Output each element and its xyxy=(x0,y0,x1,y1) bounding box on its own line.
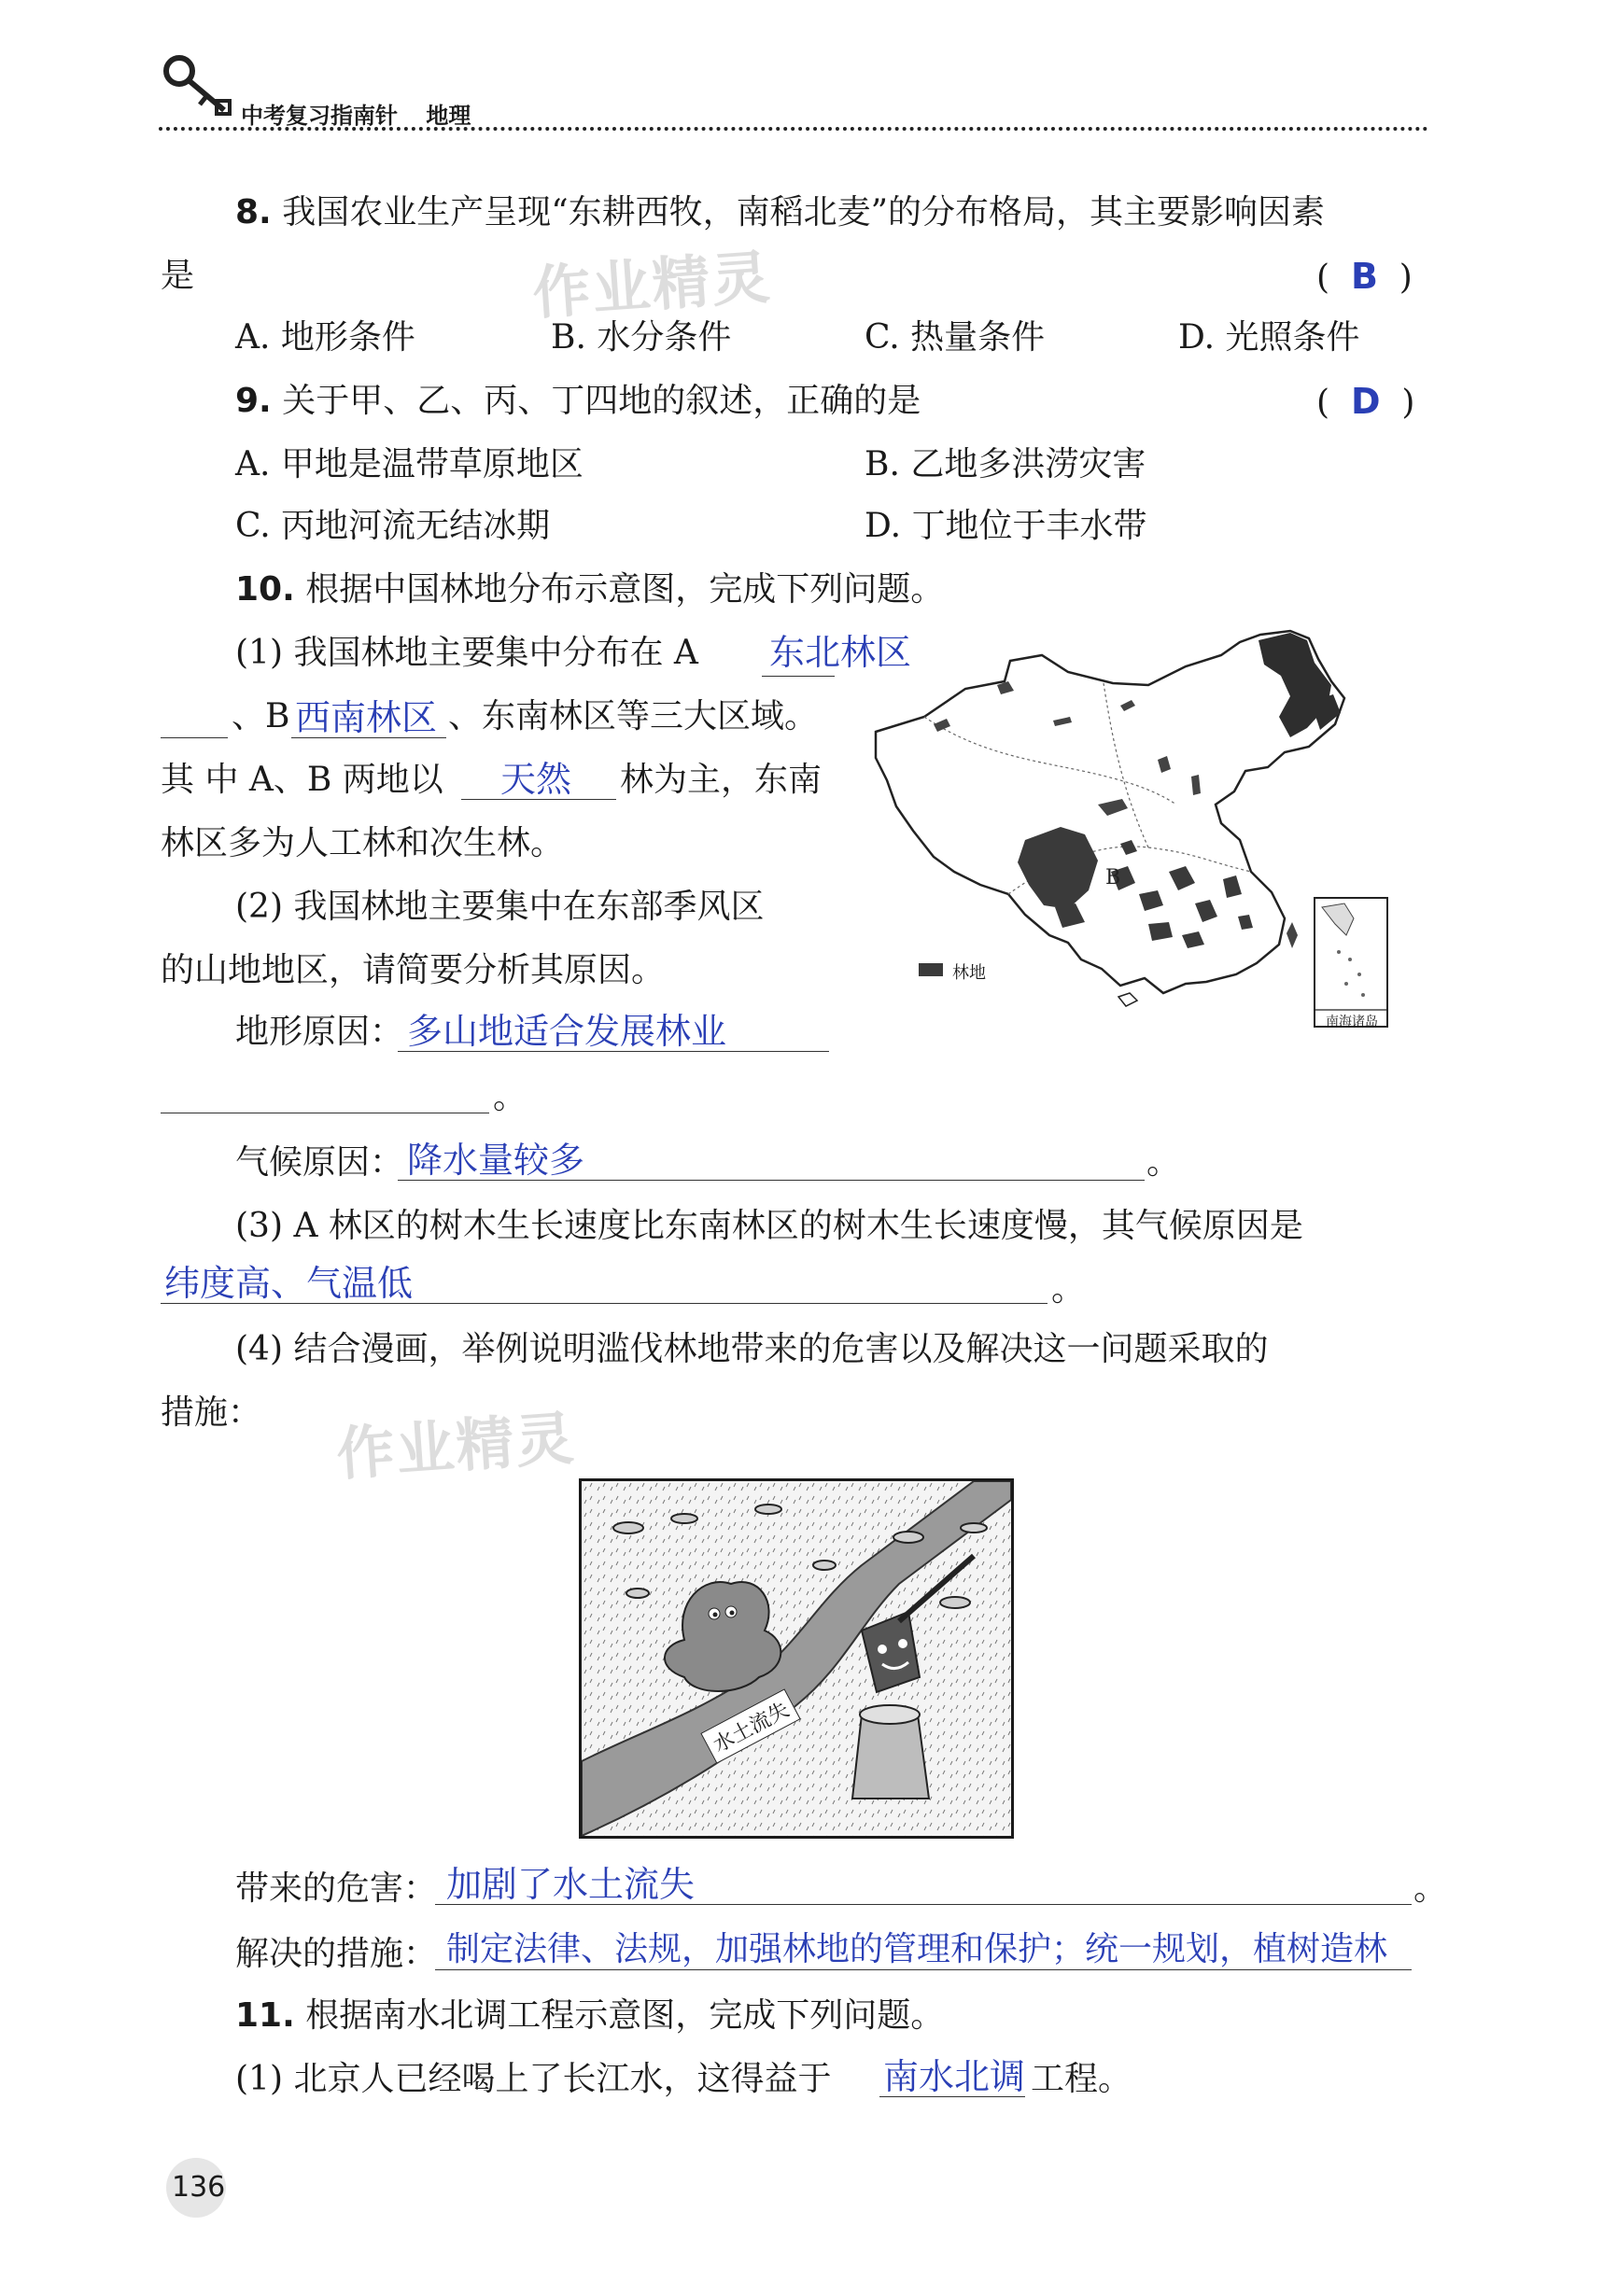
q10-blank-a-line-2 xyxy=(161,737,228,738)
china-forest-map xyxy=(868,627,1393,1032)
q10-terrain-answer: 多山地适合发展林业 xyxy=(407,1011,727,1052)
page-number: 136 xyxy=(172,2171,226,2204)
q10-p3: (3) A 林区的树木生长速度比东南林区的树木生长速度慢，其气候原因是 xyxy=(235,1207,1303,1245)
q10-p4-line2: 措施： xyxy=(161,1393,262,1432)
q9-option-c: C. 丙地河流无结冰期 xyxy=(235,507,551,545)
q8-option-b: B. 水分条件 xyxy=(551,318,732,357)
q10-measure-answer: 制定法律、法规，加强林地的管理和保护；统一规划，植树造林 xyxy=(446,1930,1388,1968)
q10-climate-label: 气候原因： xyxy=(235,1143,404,1182)
deforestation-cartoon xyxy=(579,1478,1014,1839)
q10-p1-b-post: 、东南林区等三大区域。 xyxy=(448,697,819,735)
q10-answer-b: 西南林区 xyxy=(295,697,438,738)
q10-harm-label: 带来的危害： xyxy=(235,1869,438,1908)
q11-p1-post: 工程。 xyxy=(1031,2060,1132,2098)
q10-climate-answer: 降水量较多 xyxy=(407,1140,585,1181)
q10-harm-answer: 加剧了水土流失 xyxy=(446,1864,696,1905)
q9-stem: 关于甲、乙、丙、丁四地的叙述，正确的是 xyxy=(282,382,921,420)
q9-answer-bracket: ( D ) xyxy=(1316,381,1415,422)
q10-p3-period: 。 xyxy=(1051,1270,1086,1309)
key-icon xyxy=(159,54,243,119)
q10-climate-period: 。 xyxy=(1146,1143,1181,1182)
map-label-b: B xyxy=(1105,866,1121,889)
q9-answer: D xyxy=(1350,381,1381,422)
cartoon-caption: 水土流失 xyxy=(700,1688,800,1764)
watermark-2: 作业精灵 xyxy=(334,1404,578,1489)
map-legend-label: 林地 xyxy=(952,963,986,983)
q10-stem: 根据中国林地分布示意图，完成下列问题。 xyxy=(305,570,945,609)
q8-option-c: C. 热量条件 xyxy=(865,318,1046,357)
q11-answer: 南水北调 xyxy=(883,2056,1026,2097)
map-inset-label: 南海诸岛 xyxy=(1326,1015,1378,1029)
q10-p1-b-pre: 、B xyxy=(232,697,290,735)
q10-answer-a: 东北林区 xyxy=(769,632,912,673)
q8-stem-line2: 是 xyxy=(161,257,195,295)
q10-p1-c-post: 林为主，东南 xyxy=(620,761,823,799)
q9-number: 9. xyxy=(235,382,272,420)
q8-stem-line1: 我国农业生产呈现“东耕西牧，南稻北麦”的分布格局，其主要影响因素 xyxy=(282,193,1325,231)
q10-answer-c: 天然 xyxy=(500,759,572,800)
q9-option-a: A. 甲地是温带草原地区 xyxy=(235,445,584,483)
header-title: 中考复习指南针 xyxy=(241,103,398,129)
q8-answer-bracket: ( B ) xyxy=(1316,256,1413,297)
header-subject: 地理 xyxy=(426,103,471,129)
q11-stem: 根据南水北调工程示意图，完成下列问题。 xyxy=(305,1996,945,2035)
q11-p1-pre: (1) 北京人已经喝上了长江水，这得益于 xyxy=(235,2060,832,2098)
q10-number: 10. xyxy=(235,570,295,609)
q8-option-d: D. 光照条件 xyxy=(1178,318,1360,357)
q11-number: 11. xyxy=(235,1996,295,2035)
q10-terrain-period: 。 xyxy=(493,1078,527,1116)
q8-answer: B xyxy=(1350,256,1378,297)
q8-number: 8. xyxy=(235,193,272,231)
header-divider xyxy=(159,127,1428,131)
q10-blank-a-line xyxy=(762,676,835,677)
q10-p2-line1: (2) 我国林地主要集中在东部季风区 xyxy=(235,888,765,926)
q10-measure-label: 解决的措施： xyxy=(235,1935,438,1973)
q8-option-a: A. 地形条件 xyxy=(235,318,415,357)
map-label-a: A xyxy=(1260,678,1277,704)
q10-p4-line1: (4) 结合漫画，举例说明滥伐林地带来的危害以及解决这一问题采取的 xyxy=(235,1330,1269,1368)
q9-option-b: B. 乙地多洪涝灾害 xyxy=(865,445,1146,483)
q10-p1-c-pre: 其 中 A、B 两地以 xyxy=(161,761,443,799)
q10-p1-line-a: (1) 我国林地主要集中分布在 A xyxy=(235,634,698,672)
q10-p2-line2: 的山地地区，请简要分析其原因。 xyxy=(161,951,666,989)
q10-p1-d: 林区多为人工林和次生林。 xyxy=(161,824,565,862)
q10-harm-period: 。 xyxy=(1413,1869,1448,1908)
q10-terrain-label: 地形原因： xyxy=(235,1013,404,1051)
q9-option-d: D. 丁地位于丰水带 xyxy=(865,507,1147,545)
watermark-1: 作业精灵 xyxy=(530,243,774,328)
q10-p3-answer: 纬度高、气温低 xyxy=(164,1263,414,1304)
legend-forest-swatch xyxy=(919,963,943,976)
